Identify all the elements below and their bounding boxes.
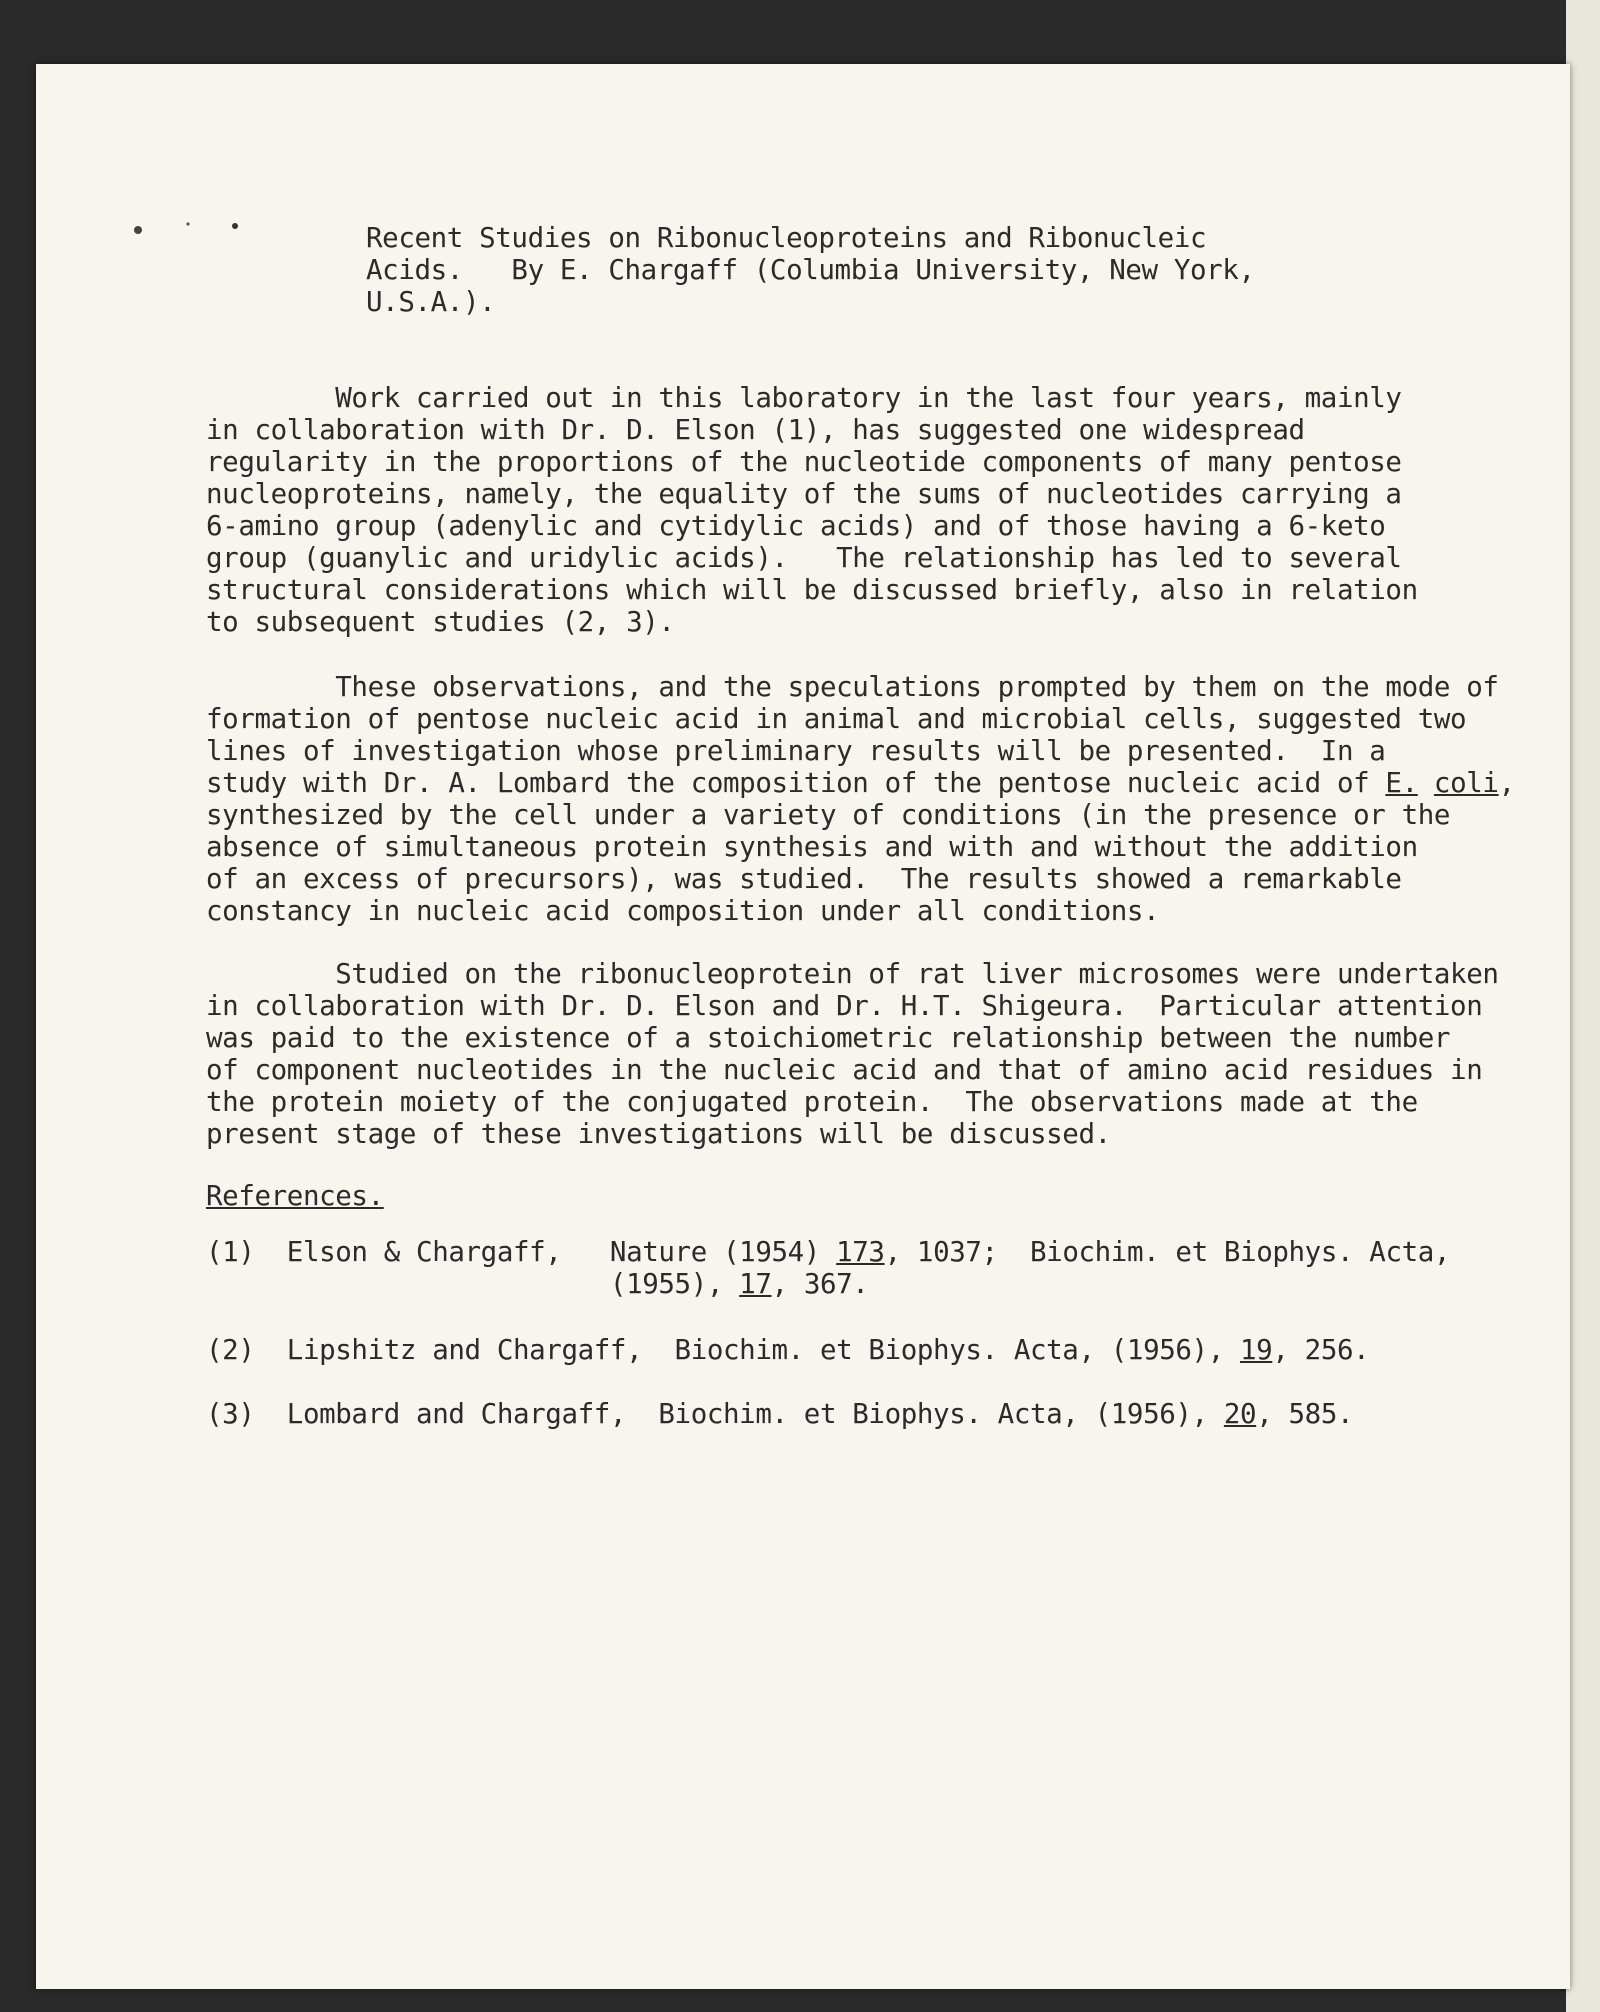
text-line: These observations, and the speculations prompted by them on the mode of xyxy=(206,671,1499,703)
text-line: to subsequent studies (2, 3). xyxy=(206,606,675,638)
text-fragment: (1) Elson & Chargaff, Nature (1954) xyxy=(206,1236,837,1268)
title-line: U.S.A.). xyxy=(366,286,496,318)
text-line: formation of pentose nucleic acid in animal and microbial cells, suggested two xyxy=(206,703,1467,735)
volume-number: 17 xyxy=(739,1268,772,1300)
text-line: of an excess of precursors), was studied. The results showed a remarkable xyxy=(206,863,1402,895)
paragraph-1 xyxy=(206,382,1418,638)
text-line: was paid to the existence of a stoichiometric relationship between the number xyxy=(206,1022,1451,1054)
text-fragment: , 256. xyxy=(1272,1334,1370,1366)
margin-dot xyxy=(186,222,189,225)
paragraph-3 xyxy=(206,958,1499,1150)
margin-dot xyxy=(232,223,238,229)
text-line: constancy in nucleic acid composition under all conditions. xyxy=(206,895,1160,927)
text-line: in collaboration with Dr. D. Elson and Dr. H.T. Shigeura. Particular attention xyxy=(206,990,1483,1022)
reference-1 xyxy=(206,1236,1450,1300)
volume-number: 19 xyxy=(1240,1334,1273,1366)
text-fragment: (2) Lipshitz and Chargaff, Biochim. et Biophys. Acta, (1956), xyxy=(206,1334,1241,1366)
margin-marks xyxy=(128,214,248,244)
text-line: absence of simultaneous protein synthesis and with and without the addition xyxy=(206,831,1418,863)
text-line: structural considerations which will be discussed briefly, also in relation xyxy=(206,574,1418,606)
text-fragment: , 585. xyxy=(1256,1398,1354,1430)
reference-3 xyxy=(206,1398,1353,1430)
text-line: Work carried out in this laboratory in the last four years, mainly xyxy=(206,382,1402,414)
text-line: study with Dr. A. Lombard the composition of the pentose nucleic acid of xyxy=(206,767,1386,799)
document-title xyxy=(366,222,1255,318)
text-line: the protein moiety of the conjugated protein. The observations made at the xyxy=(206,1086,1418,1118)
species-name: coli xyxy=(1433,767,1499,799)
text-line: regularity in the proportions of the nucleotide components of many pentose xyxy=(206,446,1402,478)
text-fragment: (1955), xyxy=(206,1268,740,1300)
title-line: Recent Studies on Ribonucleoproteins and Ribonucleic xyxy=(366,222,1207,254)
reference-2 xyxy=(206,1334,1369,1366)
text-line: Studied on the ribonucleoprotein of rat liver microsomes were undertaken xyxy=(206,958,1499,990)
text-fragment: , xyxy=(1498,767,1515,799)
text-line: 6-amino group (adenylic and cytidylic acids) and of those having a 6-keto xyxy=(206,510,1386,542)
text-fragment: , 367. xyxy=(771,1268,869,1300)
volume-number: 173 xyxy=(836,1236,885,1268)
text-fragment: , 1037; Biochim. et Biophys. Acta, xyxy=(884,1236,1451,1268)
text-line: present stage of these investigations will be discussed. xyxy=(206,1118,1111,1150)
text-line: group (guanylic and uridylic acids). The relationship has led to several xyxy=(206,542,1402,574)
text-line: synthesized by the cell under a variety of conditions (in the presence or the xyxy=(206,799,1451,831)
text-line: nucleoproteins, namely, the equality of the sums of nucleotides carrying a xyxy=(206,478,1402,510)
title-line: Acids. By E. Chargaff (Columbia University, New York, xyxy=(366,254,1255,286)
text-line: in collaboration with Dr. D. Elson (1), has suggested one widespread xyxy=(206,414,1305,446)
volume-number: 20 xyxy=(1223,1398,1257,1430)
references-heading: References. xyxy=(206,1180,384,1212)
genus-name: E. xyxy=(1385,767,1418,799)
margin-dot xyxy=(134,226,142,234)
back-sheet-edge xyxy=(1566,0,1600,2012)
text-line: of component nucleotides in the nucleic acid and that of amino acid residues in xyxy=(206,1054,1483,1086)
text-line: lines of investigation whose preliminary results will be presented. In a xyxy=(206,735,1386,767)
paragraph-2 xyxy=(206,671,1515,927)
text-fragment: (3) Lombard and Chargaff, Biochim. et Biophys. Acta, (1956), xyxy=(206,1398,1224,1430)
